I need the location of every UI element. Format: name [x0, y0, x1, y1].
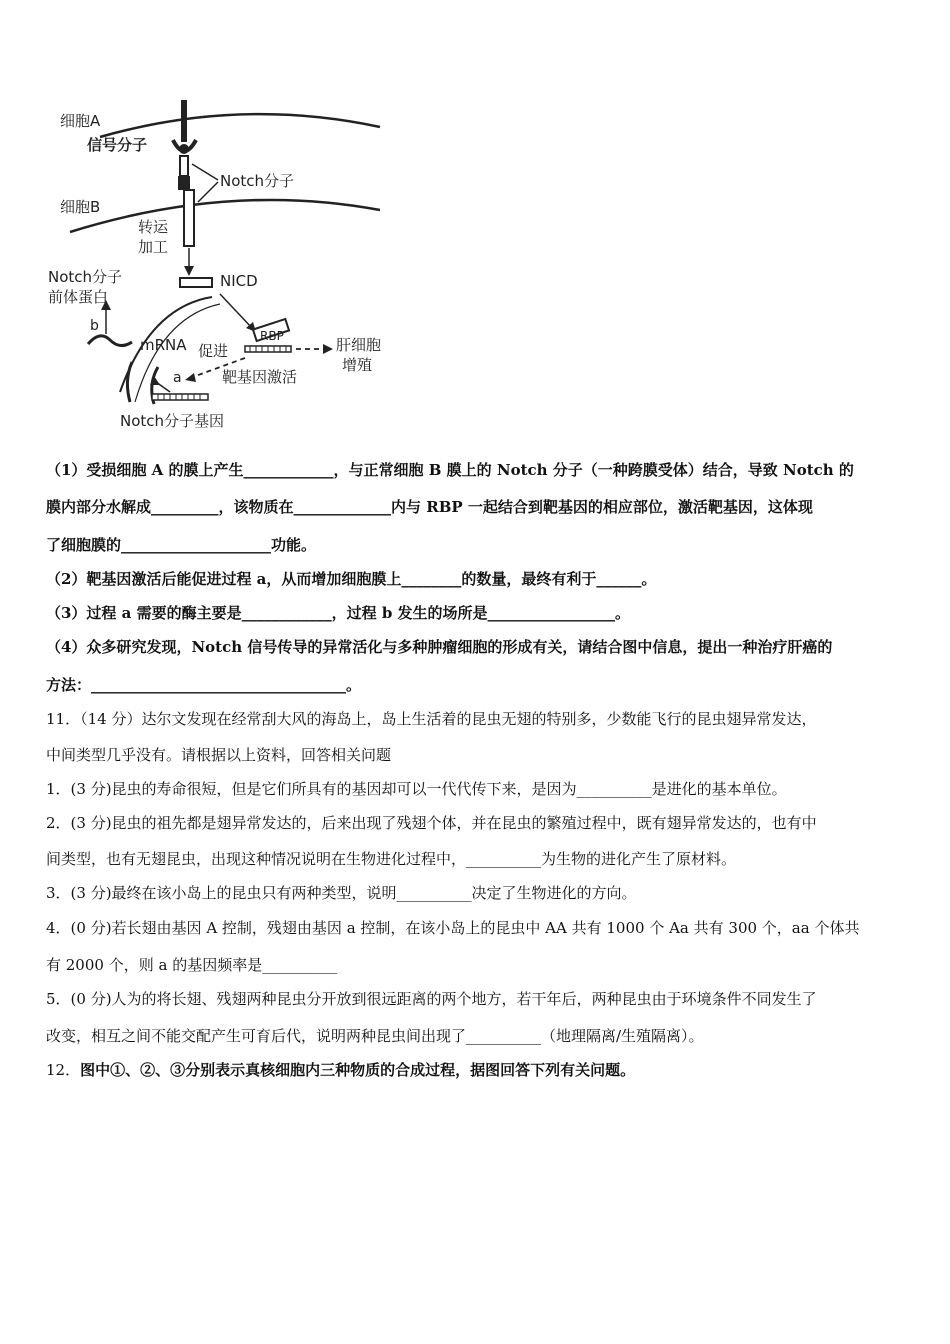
q11-sub5-line1: 5．(0 分)人为的将长翅、残翅两种昆虫分开放到很远距离的两个地方，若干年后，两种昆虫由于环境条件不同发生了: [46, 990, 817, 1008]
cell-a-membrane: [100, 114, 380, 137]
label-transport-2: 加工: [138, 238, 169, 256]
label-cell-a: 细胞A: [60, 112, 101, 130]
q10-part2: （2）靶基因激活后能促进过程 a，从而增加细胞膜上________的数量，最终有利于______。: [46, 570, 657, 588]
label-precursor-2: 前体蛋白: [48, 288, 109, 306]
q11-sub4-line1: 4．(0 分)若长翅由基因 A 控制，残翅由基因 a 控制，在该小岛上的昆虫中 AA 共有 1000 个 Aa 共有 300 个，aa 个体共: [46, 919, 860, 937]
nicd-icon: [180, 278, 212, 287]
notch-receptor-top: [180, 156, 188, 176]
q12-heading: [46, 1060, 904, 1080]
q12-text: 图中①、②、③分别表示真核细胞内三种物质的合成过程，据图回答下列有关问题。: [80, 1061, 636, 1079]
q10-part1-line1: （1）受损细胞 A 的膜上产生____________，与正常细胞 B 膜上的 Notch 分子（一种跨膜受体）结合，导致 Notch 的: [46, 461, 854, 479]
label-signal-molecule: 信号分子: [87, 136, 148, 154]
cell-b-membrane: [70, 200, 380, 232]
q10-part4-line1: （4）众多研究发现，Notch 信号传导的异常活化与多种肿瘤细胞的形成有关，请结合图中信息，提出一种治疗肝癌的: [46, 638, 833, 656]
q10-part3: （3）过程 a 需要的酶主要是____________，过程 b 发生的场所是_________________。: [46, 604, 631, 622]
label-notch-gene: Notch分子基因: [120, 412, 225, 430]
label-liver-1: 肝细胞: [336, 336, 382, 354]
mrna-strand: [88, 336, 132, 346]
label-cell-b: 细胞B: [60, 198, 101, 216]
q12-number: 12．: [46, 1061, 81, 1079]
q10-part1-line2: 膜内部分水解成_________，该物质在_____________内与 RBP 一起结合到靶基因的相应部位，激活靶基因，这体现: [46, 498, 813, 516]
notch-signaling-diagram: [40, 92, 410, 442]
label-target-activation: 靶基因激活: [222, 368, 298, 386]
q11-sub1: 1．(3 分)昆虫的寿命很短，但是它们所具有的基因却可以一代代传下来，是因为__________是进化的基本单位。: [46, 780, 787, 798]
label-b: b: [90, 318, 99, 334]
label-rbp: RBP: [260, 329, 284, 343]
label-liver-2: 增殖: [342, 356, 373, 374]
notch-receptor-body: [184, 190, 194, 246]
signal-molecule-stalk: [181, 100, 187, 142]
q11-heading-line2: 中间类型几乎没有。请根据以上资料，回答相关问题: [46, 746, 392, 764]
label-notch-molecule: Notch分子: [220, 172, 295, 190]
label-promote: 促进: [198, 342, 229, 360]
q11-sub2-line1: 2．(3 分)昆虫的祖先都是翅异常发达的，后来出现了残翅个体，并在昆虫的繁殖过程中，既有翅异常发达的，也有中: [46, 814, 817, 832]
q11-sub5-line2: 改变，相互之间不能交配产生可育后代，说明两种昆虫间出现了__________（地理隔离/生殖隔离）。: [46, 1027, 704, 1045]
q11-sub2-line2: 间类型，也有无翅昆虫，出现这种情况说明在生物进化过程中，__________为生物的进化产生了原材料。: [46, 850, 737, 868]
q10-part1-line3: 了细胞膜的____________________功能。: [46, 536, 317, 554]
label-nicd: NICD: [220, 272, 258, 290]
q11-sub4-line2: 有 2000 个，则 a 的基因频率是__________: [46, 956, 338, 974]
q10-part4-line2: 方法：__________________________________。: [46, 676, 362, 694]
label-mrna: mRNA: [140, 336, 187, 354]
label-precursor-1: Notch分子: [48, 268, 123, 286]
label-a: a: [173, 370, 182, 386]
q11-sub3: 3．(3 分)最终在该小岛上的昆虫只有两种类型，说明__________决定了生物进化的方向。: [46, 884, 637, 902]
q11-heading-line1: 11．（14 分）达尔文发现在经常刮大风的海岛上，岛上生活着的昆虫无翅的特别多，少数能飞行的昆虫翅异常发达，: [46, 710, 817, 728]
label-transport-1: 转运: [138, 218, 169, 236]
